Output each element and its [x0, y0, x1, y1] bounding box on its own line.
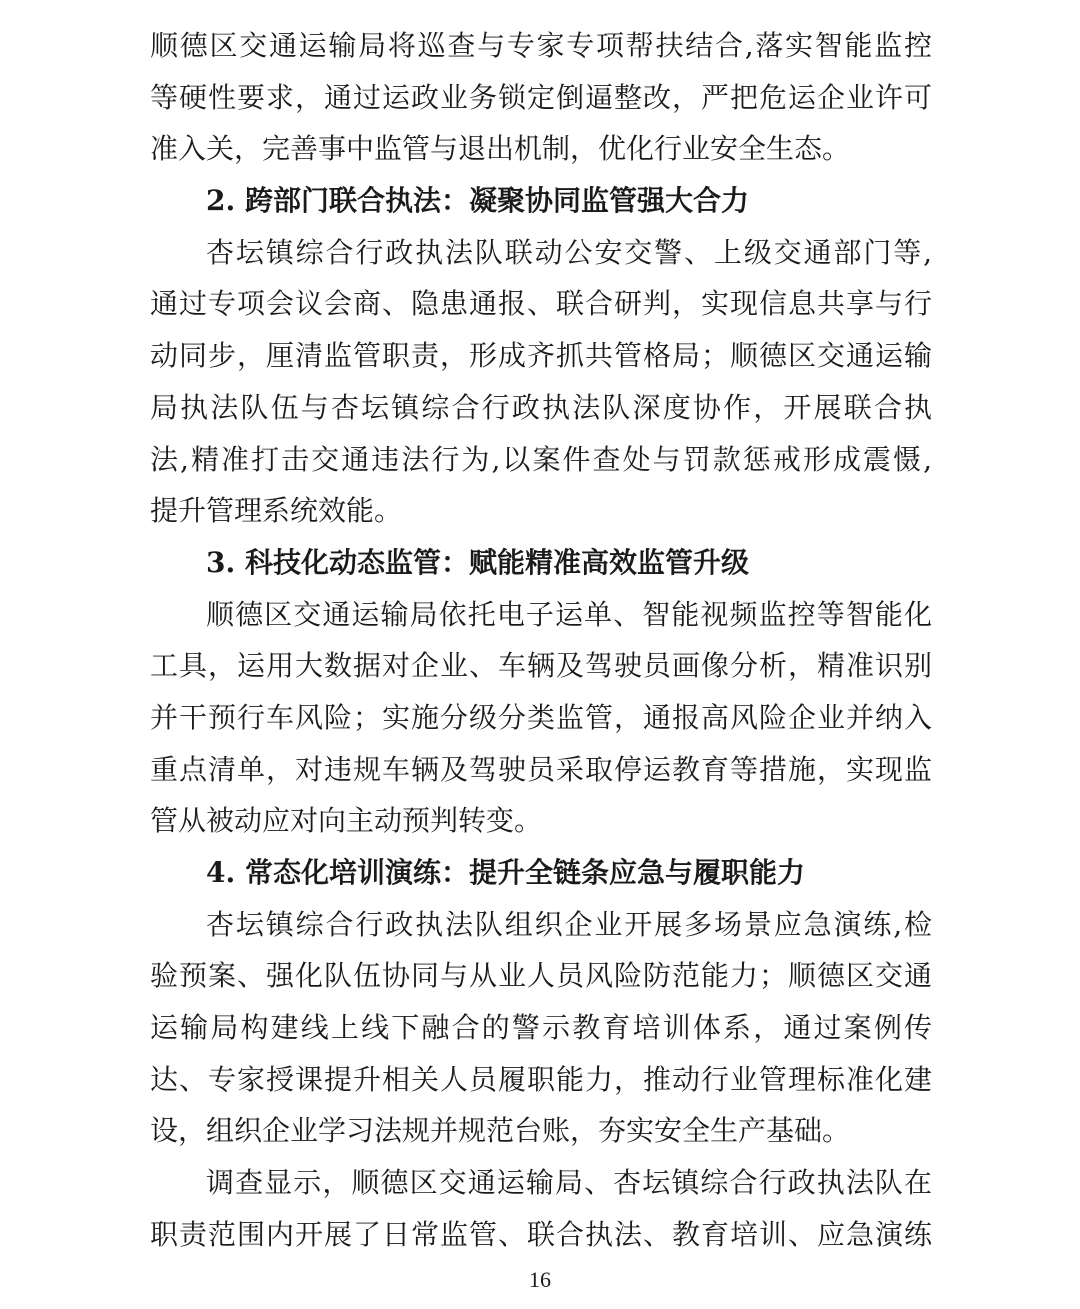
text-line: 局执法队伍与杏坛镇综合行政执法队深度协作，开展联合执	[150, 390, 932, 424]
text-line: 顺德区交通运输局依托电子运单、智能视频监控等智能化	[206, 597, 932, 631]
section-heading: 4. 常态化培训演练：提升全链条应急与履职能力	[206, 856, 805, 889]
section-heading: 3. 科技化动态监管：赋能精准高效监管升级	[206, 545, 749, 579]
document-body	[150, 20, 932, 1261]
text-line: 管从被动应对向主动预判转变。	[150, 804, 543, 838]
text-line: 并干预行车风险；实施分级分类监管，通报高风险企业并纳入	[150, 700, 932, 734]
text-line: 职责范围内开展了日常监管、联合执法、教育培训、应急演练	[150, 1217, 932, 1251]
text-line: 杏坛镇综合行政执法队联动公安交警、上级交通部门等,	[206, 235, 932, 269]
text-line: 顺德区交通运输局将巡查与专家专项帮扶结合,落实智能监控	[150, 29, 932, 62]
text-line: 动同步，厘清监管职责，形成齐抓共管格局；顺德区交通运输	[150, 339, 932, 373]
text-line: 杏坛镇综合行政执法队组织企业开展多场景应急演练,检	[206, 907, 932, 941]
text-line: 运输局构建线上线下融合的警示教育培训体系，通过案例传	[150, 1011, 932, 1045]
text-line: 等硬性要求，通过运政业务锁定倒逼整改，严把危运企业许可	[150, 80, 932, 114]
text-line: 法,精准打击交通违法行为,以案件查处与罚款惩戒形成震慑,	[150, 442, 932, 476]
text-line: 准入关，完善事中监管与退出机制，优化行业安全生态。	[150, 132, 851, 166]
text-line: 工具，运用大数据对企业、车辆及驾驶员画像分析，精准识别	[150, 649, 932, 683]
text-line: 通过专项会议会商、隐患通报、联合研判，实现信息共享与行	[150, 287, 932, 321]
text-line: 重点清单，对违规车辆及驾驶员采取停运教育等措施，实现监	[150, 752, 932, 786]
text-line: 调查显示，顺德区交通运输局、杏坛镇综合行政执法队在	[206, 1166, 932, 1200]
text-line: 设，组织企业学习法规并规范台账，夯实安全生产基础。	[150, 1114, 851, 1148]
text-line: 达、专家授课提升相关人员履职能力，推动行业管理标准化建	[150, 1062, 932, 1096]
section-heading: 2. 跨部门联合执法：凝聚协同监管强大合力	[206, 184, 749, 218]
page-number: 16	[529, 1267, 551, 1292]
text-line: 验预案、强化队伍协同与从业人员风险防范能力；顺德区交通	[150, 959, 932, 993]
text-line: 提升管理系统效能。	[150, 494, 403, 528]
